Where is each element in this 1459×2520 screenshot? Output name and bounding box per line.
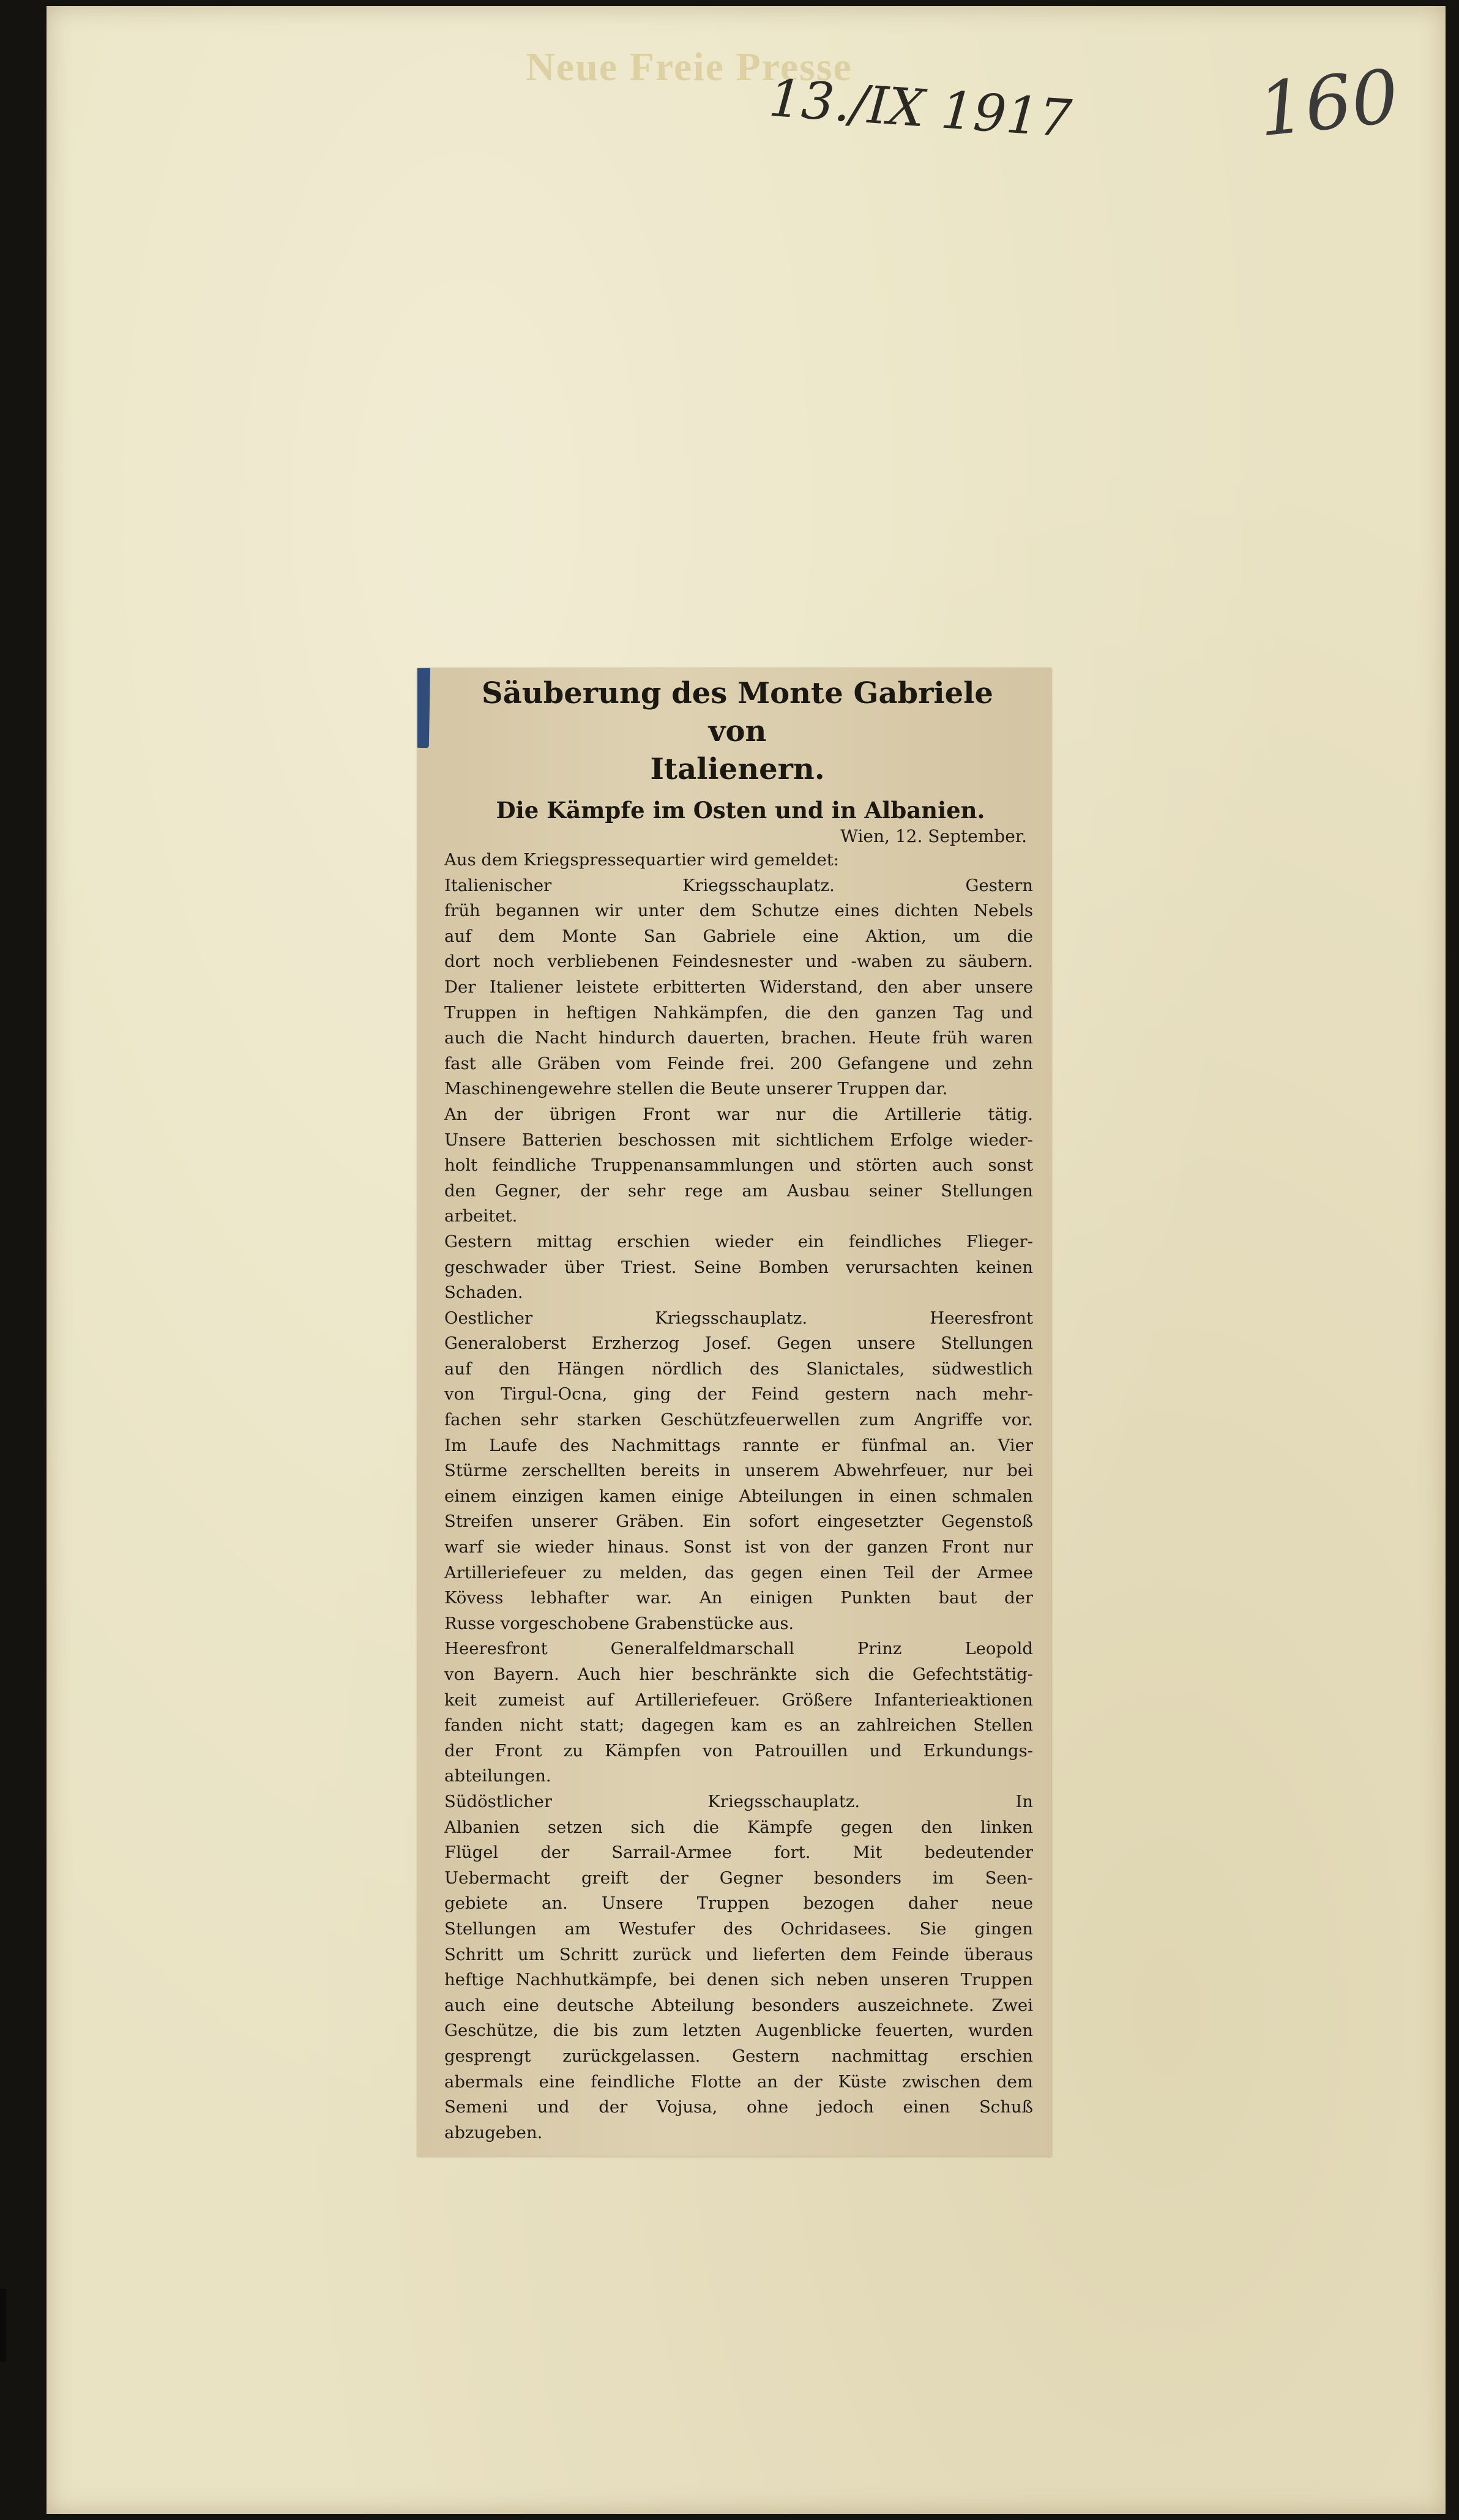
article-line: Semeni und der Vojusa, ohne jedoch einen Schuß	[444, 2097, 1033, 2117]
article-line: fanden nicht statt; dagegen kam es an zahlreichen Stellen	[444, 1715, 1033, 1735]
newspaper-clipping	[417, 668, 1051, 2157]
article-line: abermals eine feindliche Flotte an der Küste zwischen dem	[444, 2071, 1033, 2092]
blue-pencil-mark	[417, 668, 430, 748]
article-line: abteilungen.	[444, 1766, 551, 1786]
article-line: Kövess lebhafter war. An einigen Punkten baut der	[444, 1588, 1033, 1608]
article-line: Generaloberst Erzherzog Josef. Gegen unsere Stellungen	[444, 1333, 1033, 1354]
handwritten-date: 13./IX 1917	[767, 67, 1074, 149]
article-line: Unsere Batterien beschossen mit sichtlichem Erfolge wieder-	[444, 1130, 1033, 1150]
article-line: gebiete an. Unsere Truppen bezogen daher neue	[444, 1893, 1033, 1914]
article-line: von Bayern. Auch hier beschränkte sich die Gefechtstätig-	[444, 1664, 1033, 1684]
article-line: Maschinengewehre stellen die Beute unserer Truppen dar.	[444, 1079, 948, 1099]
article-line: Russe vorgeschobene Grabenstücke aus.	[444, 1613, 794, 1633]
scan-edge-mark	[0, 2289, 6, 2362]
article-line: Stürme zerschellten bereits in unserem Abwehrfeuer, nur bei	[444, 1461, 1033, 1481]
article-line: der Front zu Kämpfen von Patrouillen und Erkundungs-	[444, 1740, 1033, 1761]
article-line: Geschütze, die bis zum letzten Augenblicke feuerten, wurden	[444, 2021, 1033, 2041]
article-line: auf den Hängen nördlich des Slanictales, südwestlich	[444, 1359, 1033, 1379]
article-line: arbeitet.	[444, 1206, 518, 1226]
article-line: auch eine deutsche Abteilung besonders auszeichnete. Zwei	[444, 1995, 1033, 2015]
headline-line-2: Italienern.	[650, 752, 825, 786]
article-line: Gestern mittag erschien wieder ein feindliches Flieger-	[444, 1231, 1033, 1251]
article-line: Flügel der Sarrail-Armee fort. Mit bedeutender	[444, 1843, 1033, 1863]
headline-line-1: Säuberung des Monte Gabriele von	[482, 676, 993, 748]
newspaper-stamp: Neue Freie Presse	[526, 45, 853, 89]
article-line: fast alle Gräben vom Feinde frei. 200 Gefangene und zehn	[444, 1053, 1033, 1073]
article-subheadline: Die Kämpfe im Osten und in Albanien.	[496, 797, 985, 824]
article-line: fachen sehr starken Geschützfeuerwellen zum Angriffe vor.	[444, 1410, 1033, 1430]
article-headline	[448, 674, 1027, 788]
article-line: Artilleriefeuer zu melden, das gegen einen Teil der Armee	[444, 1562, 1033, 1582]
article-line: früh begannen wir unter dem Schutze eines dichten Nebels	[444, 901, 1033, 921]
article-line: Aus dem Kriegspressequartier wird gemeldet:	[444, 850, 840, 870]
article-line: Albanien setzen sich die Kämpfe gegen den linken	[444, 1817, 1033, 1837]
article-line: Im Laufe des Nachmittags rannte er fünfmal an. Vier	[444, 1435, 1033, 1455]
article-line: Oestlicher Kriegsschauplatz. Heeresfront	[444, 1308, 1033, 1328]
article-line: holt feindliche Truppenansammlungen und störten auch sonst	[444, 1155, 1033, 1176]
article-dateline: Wien, 12. September.	[840, 826, 1027, 846]
article-line: Schritt um Schritt zurück und lieferten dem Feinde überaus	[444, 1944, 1033, 1964]
article-line: abzugeben.	[444, 2122, 543, 2142]
article-line: warf sie wieder hinaus. Sonst ist von der ganzen Front nur	[444, 1537, 1033, 1557]
article-line: Südöstlicher Kriegsschauplatz. In	[444, 1791, 1033, 1811]
article-line: An der übrigen Front war nur die Artillerie tätig.	[444, 1104, 1033, 1124]
article-line: dort noch verbliebenen Feindesnester und -waben zu säubern.	[444, 952, 1033, 972]
article-line: geschwader über Triest. Seine Bomben verursachten keinen	[444, 1257, 1033, 1277]
article-line: Der Italiener leistete erbitterten Widerstand, den aber unsere	[444, 977, 1033, 997]
article-line: von Tirgul-Ocna, ging der Feind gestern nach mehr-	[444, 1384, 1033, 1404]
article-line: auf dem Monte San Gabriele eine Aktion, um die	[444, 926, 1033, 946]
article-line: Italienischer Kriegsschauplatz. Gestern	[444, 875, 1033, 895]
article-line: den Gegner, der sehr rege am Ausbau seiner Stellungen	[444, 1180, 1033, 1201]
article-line: Streifen unserer Gräben. Ein sofort eingesetzter Gegenstoß	[444, 1512, 1033, 1532]
handwritten-folio-number: 160	[1254, 54, 1403, 154]
article-line: Stellungen am Westufer des Ochridasees. Sie gingen	[444, 1918, 1033, 1939]
article-body	[444, 848, 1033, 2145]
article-line: heftige Nachhutkämpfe, bei denen sich neben unseren Truppen	[444, 1970, 1033, 1990]
article-line: einem einzigen kamen einige Abteilungen in einen schmalen	[444, 1486, 1033, 1506]
article-line: Truppen in heftigen Nahkämpfen, die den ganzen Tag und	[444, 1002, 1033, 1023]
article-line: Uebermacht greift der Gegner besonders im Seen-	[444, 1868, 1033, 1888]
article-line: keit zumeist auf Artilleriefeuer. Größere Infanterieaktionen	[444, 1690, 1033, 1710]
article-line: Heeresfront Generalfeldmarschall Prinz Leopold	[444, 1639, 1033, 1659]
article-line: auch die Nacht hindurch dauerten, brachen. Heute früh waren	[444, 1028, 1033, 1048]
article-line: gesprengt zurückgelassen. Gestern nachmittag erschien	[444, 2046, 1033, 2066]
article-line: Schaden.	[444, 1283, 523, 1303]
